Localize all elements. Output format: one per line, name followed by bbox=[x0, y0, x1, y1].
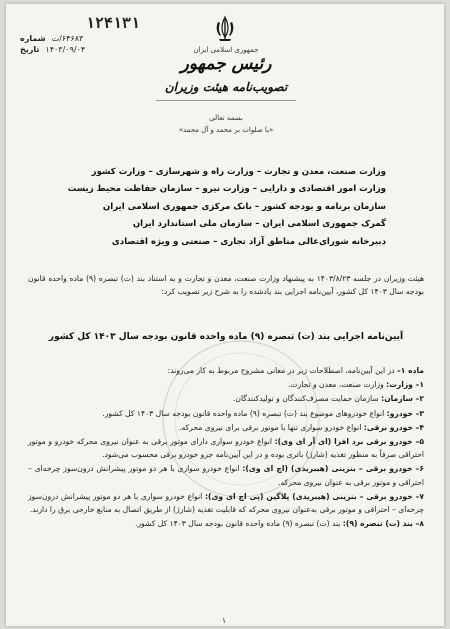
article-item bbox=[28, 378, 424, 391]
article-text: انواع خودرو سواری تنها با موتور برقی برای نیروی محرکه. bbox=[179, 422, 362, 432]
recipient-line: وزارت صنعت، معدن و تجارت – وزارت راه و شهرسازی – وزارت کشور bbox=[91, 167, 386, 177]
article-item bbox=[28, 421, 424, 434]
date-label: تاریخ bbox=[20, 45, 40, 54]
article-text: وزارت صنعت، معدن و تجارت. bbox=[288, 380, 384, 390]
article-item bbox=[28, 462, 424, 488]
articles-section bbox=[28, 364, 424, 531]
article-item bbox=[28, 435, 424, 461]
regulation-title: آیین‌نامه اجرایی بند (ت) تبصره (۹) ماده واحده قانون بودجه سال ۱۴۰۳ کل کشور bbox=[48, 332, 404, 342]
invocation-line-2: «با صلوات بر محمد و آل محمد» bbox=[178, 126, 274, 134]
article-label: ۱– وزارت: bbox=[386, 380, 424, 390]
ref-value: ۶۴۶۸۳/ت bbox=[51, 34, 84, 43]
article-text: در این آیین‌نامه، اصطلاحات زیر در معانی مشروح مربوط به کار می‌روند: bbox=[167, 366, 395, 375]
article-label: ۸– بند (ت) تبصره (۹): bbox=[342, 519, 424, 529]
approval-title: تصویب‌نامه هیئت وزیران bbox=[164, 80, 288, 94]
invocation-line-1: بسمه تعالی bbox=[209, 114, 243, 122]
article-text: انواع خودرو سواری با هر دو موتور پیشرانش درون‌سوز چرخه‌ای – احتراقی و موتور برقی به عنوان نیروی محرکه. bbox=[28, 464, 424, 487]
page-number: ۱ bbox=[221, 616, 227, 625]
letter-number: ۱۲۴۱۳۱ bbox=[85, 14, 140, 32]
article-item bbox=[28, 392, 424, 405]
article-item bbox=[28, 407, 424, 420]
article-label: ماده ۱– bbox=[396, 366, 424, 375]
recipient-line: وزارت امور اقتصادی و دارایی – وزارت نیرو – سازمان حفاظت محیط زیست bbox=[67, 184, 386, 195]
article-text: سازمان حمایت مصرف‌کنندگان و تولیدکنندگان. bbox=[233, 394, 379, 404]
article-item bbox=[28, 490, 424, 516]
header-divider bbox=[156, 100, 296, 101]
article-label: ۷– خودرو برقی – بنزینی (هیبریدی) پلاگین (پی اچ ای وی): bbox=[204, 491, 424, 501]
ref-label: شماره bbox=[20, 34, 46, 43]
article-label: ۴– خودرو برقی: bbox=[363, 422, 424, 432]
office-title: رئیس جمهور bbox=[180, 54, 272, 74]
intro-paragraph: هیئت وزیران در جلسه ۱۴۰۳/۸/۲۳ به پیشنهاد وزارت صنعت، معدن و تجارت و به استناد بند (ت) تبصره (۹) ماده واحده قانون بودجه سال ۱۴۰۳ کل کشور، آیین‌نامه اجرایی بند یادشده را به شرح زیر تصویب کرد: bbox=[28, 274, 424, 296]
article-label: ۶– خودرو برقی – بنزینی (هیبریدی) (اچ ای وی): bbox=[242, 464, 424, 474]
article-label: ۵– خودرو برقی برد افزا (ای آر ای وی): bbox=[274, 437, 425, 447]
document-page bbox=[6, 4, 444, 626]
article-text: انواع خودرو سواری دارای موتور برقی به عنوان نیروی محرکه خودرو و موتور احتراقی صرفاً به منظور تغذیه (شارژ) باتری بوده و در این آیین‌نامه جزو خودرو برقی محسوب می‌شود. bbox=[28, 437, 424, 460]
article-text: انواع خودروهای موضوع بند (ت) تبصره (۹) ماده واحده قانون بودجه سال ۱۴۰۳ کل کشور. bbox=[102, 408, 385, 418]
recipient-line: گمرک جمهوری اسلامی ایران – سازمان ملی استاندارد ایران bbox=[132, 219, 386, 230]
letter-meta bbox=[20, 14, 140, 54]
country-name: جمهوری اسلامی ایران bbox=[193, 46, 259, 54]
article-item bbox=[28, 364, 424, 377]
article-label: ۲– سازمان: bbox=[381, 394, 424, 404]
article-item bbox=[28, 517, 424, 530]
article-text: بند (ت) تبصره (۹) ماده واحده قانون بودجه سال ۱۴۰۳ کل کشور. bbox=[134, 519, 341, 529]
emblem-icon bbox=[210, 14, 240, 44]
date-row bbox=[20, 45, 140, 54]
article-label: ۳– خودرو: bbox=[386, 408, 424, 418]
recipient-line: دبیرخانه شورای‌عالی مناطق آزاد تجاری – صنعتی و ویژه اقتصادی bbox=[111, 236, 386, 247]
recipient-line: سازمان برنامه و بودجه کشور – بانک مرکزی جمهوری اسلامی ایران bbox=[102, 201, 386, 212]
article-text: انواع خودرو سواری با هر دو موتور پیشرانش درون‌سوز چرخه‌ای – احتراقی و موتور برقی به‌عنوان نیروی محرکه که قابلیت تغذیه (شارژ) از طریق اتصال به منابع خارجی برق را دارند. bbox=[28, 491, 424, 515]
recipients-list bbox=[46, 164, 386, 251]
ref-row bbox=[20, 34, 140, 43]
date-value: ۱۴۰۳/۰۹/۰۴ bbox=[45, 45, 86, 54]
